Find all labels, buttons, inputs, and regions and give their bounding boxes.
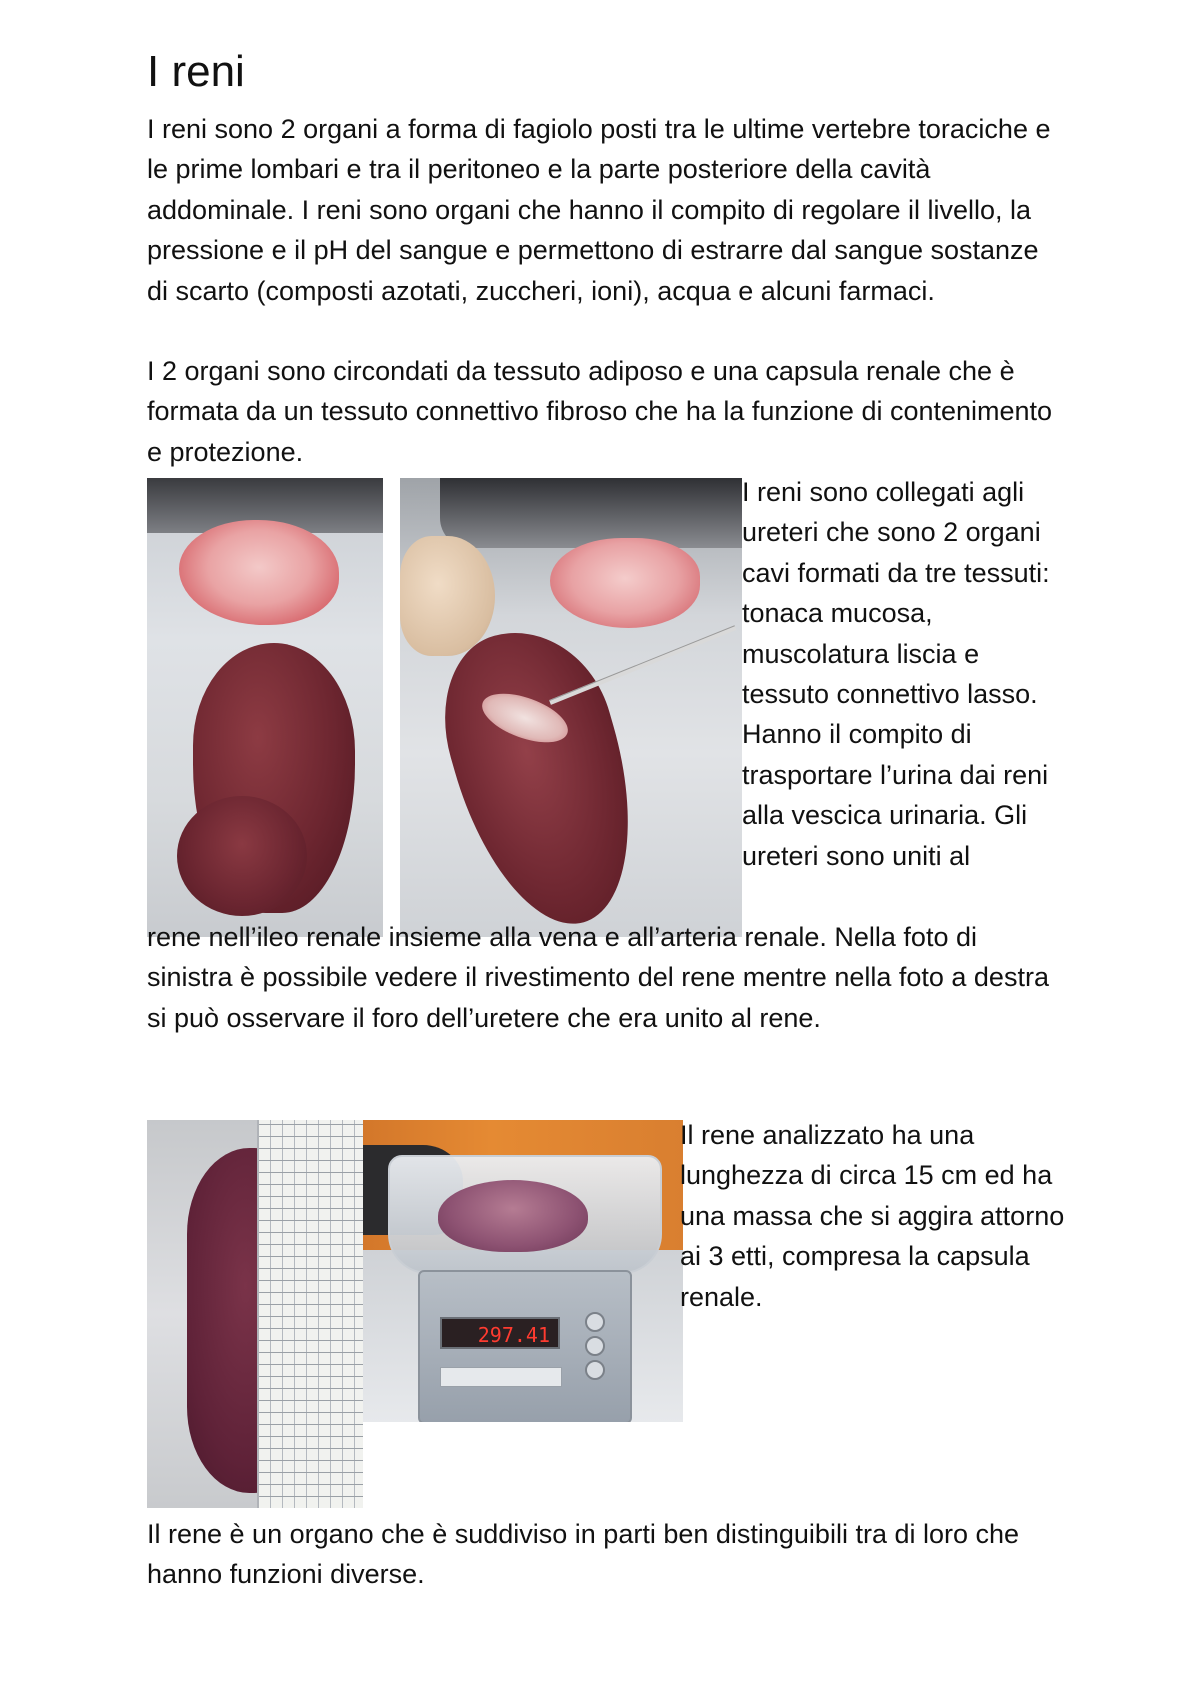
kidney-with-ruler-photo xyxy=(147,1120,363,1508)
kidney-with-fat-capsule-photo xyxy=(147,478,383,937)
capsule-paragraph: I 2 organi sono circondati da tessuto adiposo e una capsula renale che è formata da un tessuto connettivo fibroso che ha la funzione di contenimento e protezione. xyxy=(147,356,1053,467)
ureters-side-text: I reni sono collegati agli ureteri che sono 2 organi cavi formati da tre tessuti: tonaca mucosa, muscolatura liscia e tessuto connettivo lasso. Hanno il compito di trasportare l’urina dai reni alla vescica urinaria. Gli ureteri sono uniti al xyxy=(742,477,1050,871)
ureters-continuation-paragraph: rene nell’ileo renale insieme alla vena e all’arteria renale. Nella foto di sinistra è possibile vedere il rivestimento del rene mentre nella foto a destra si può osservare il foro dell’uretere che era unito al rene. xyxy=(147,922,1049,1033)
closing-paragraph: Il rene è un organo che è suddiviso in parti ben distinguibili tra di loro che hanno funzioni diverse. xyxy=(147,1519,1020,1590)
kidney-dissection-photo xyxy=(400,478,742,937)
kidney-on-scale-photo xyxy=(363,1120,683,1422)
intro-paragraph: I reni sono 2 organi a forma di fagiolo posti tra le ultime vertebre toraciche e le prime lombari e tra il peritoneo e la parte posteriore della cavità addominale. I reni sono organi che hanno il compito di regolare il livello, la pressione e il pH del sangue e permettono di estrarre dal sangue sostanze di scarto (composti azotati, zuccheri, ioni), acqua e alcuni farmaci. xyxy=(147,114,1051,306)
kidney-measurements-text: Il rene analizzato ha una lunghezza di circa 15 cm ed ha una massa che si aggira attorno ai 3 etti, compresa la capsula renale. xyxy=(680,1120,1065,1312)
page-title: I reni xyxy=(147,47,245,96)
scale-display: 297.41 xyxy=(440,1317,560,1349)
